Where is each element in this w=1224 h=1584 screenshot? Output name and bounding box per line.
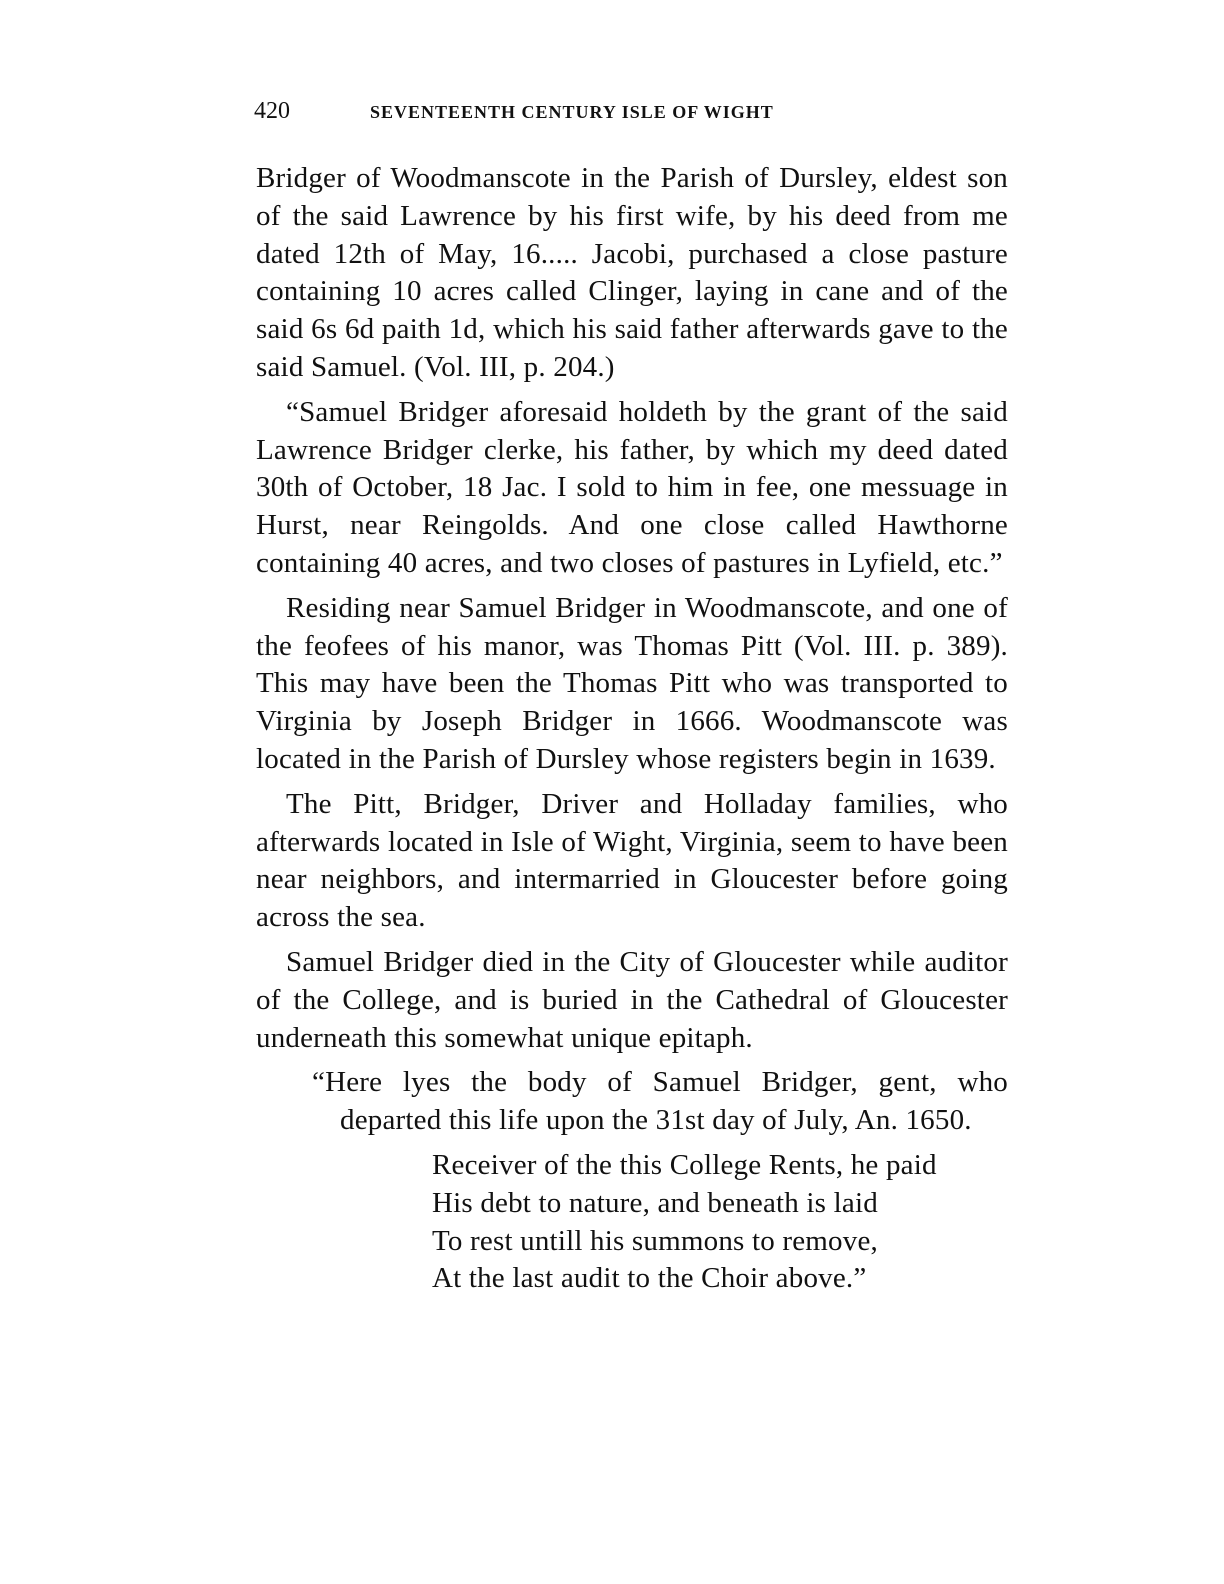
verse-line: To rest untill his summons to remove, [432,1224,878,1257]
paragraph-samuel-bridger-grant: “Samuel Bridger aforesaid holdeth by the grant of the said Lawrence Bridger clerke, his father, by which my deed dated 30th of October, 18 Jac. I sold to him in fee, one messuage in Hurst, near Reingolds. And one close called Hawthorne containing 40 acres, and two closes of pastures in Lyfield, etc.” [256,395,1008,579]
running-title: SEVENTEENTH CENTURY ISLE OF WIGHT [370,102,774,122]
verse-line: Receiver of the this College Rents, he paid [432,1148,937,1181]
epitaph-intro: “Here lyes the body of Samuel Bridger, gent, who departed this life upon the 31st day of July, An. 1650. [312,1066,1008,1137]
verse-line: At the last audit to the Choir above.” [432,1262,867,1295]
paragraph-woodmanscote-deed: Bridger of Woodmanscote in the Parish of Dursley, eldest son of the said Lawrence by his first wife, by his deed from me dated 12th of May, 16..... Jacobi, purchased a close pasture containing 10 acres called Clinger, laying in cane and of the said 6s 6d paith 1d, which his said father afterwards gave to the said Samuel. (Vol. III, p. 204.) [256,162,1008,383]
body-text [256,160,1008,1298]
page-number: 420 [254,98,290,124]
verse-line: His debt to nature, and beneath is laid [432,1186,878,1219]
paragraph-thomas-pitt: Residing near Samuel Bridger in Woodmanscote, and one of the feofees of his manor, was Thomas Pitt (Vol. III. p. 389). This may have been the Thomas Pitt who was transported to Virginia by Joseph Bridger in 1666. Woodmanscote was located in the Parish of Dursley whose registers begin in 1639. [256,591,1008,775]
paragraph-families: The Pitt, Bridger, Driver and Holladay families, who afterwards located in Isle of Wight, Virginia, seem to have been near neighbors, and intermarried in Gloucester before going across the sea. [256,787,1008,934]
paragraph-samuel-death: Samuel Bridger died in the City of Gloucester while auditor of the College, and is buried in the Cathedral of Gloucester underneath this somewhat unique epitaph. [256,945,1008,1054]
running-header [254,98,994,130]
epitaph-verse [432,1147,1008,1298]
